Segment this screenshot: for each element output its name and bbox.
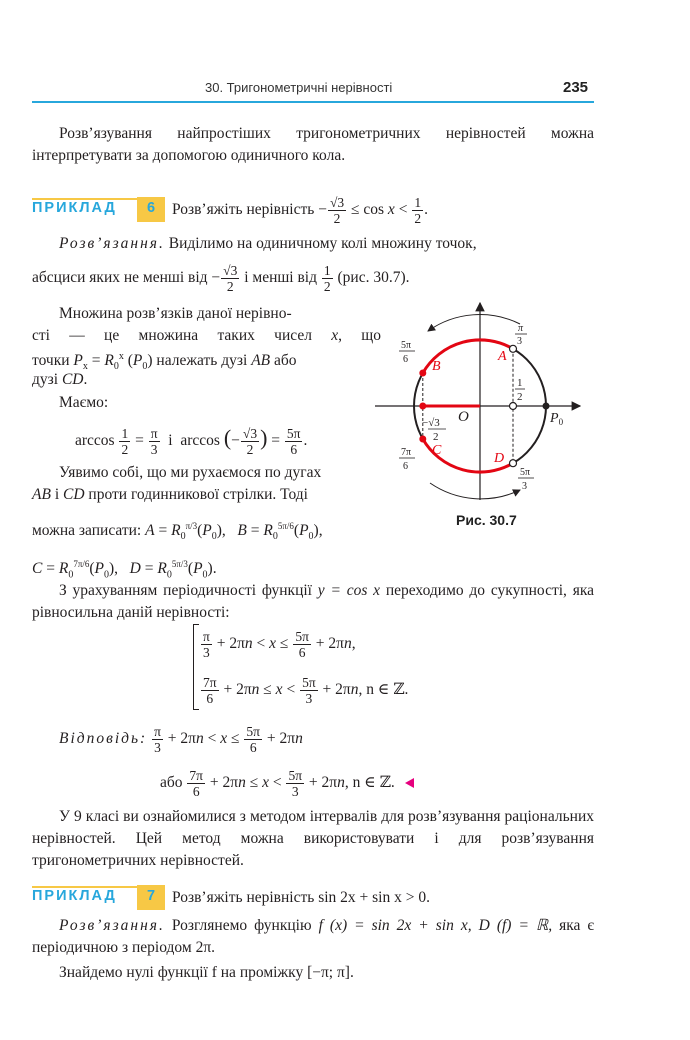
point-b [419,370,426,377]
header-rule [32,101,594,103]
para-2-line-3: можна записати: $A = R_0^{\pi/3}(P_0)$, $B = R_0^{5\pi/6}(P_0)$, [32,521,323,543]
running-header-title: 30. Тригонометричні нерівності [205,80,393,95]
intro-paragraph: Розв’язування найпростіших тригонометричних нерівностей можна інтерпретувати за допомогою одиничного кола. [32,125,594,164]
example-6-label: ПРИКЛАД [32,200,117,216]
label-pi-3-den: 3 [517,336,522,347]
label-c: C [432,443,442,458]
example-7-solution: Розв’язання. Розглянемо функцію f (x) = sin 2x + sin x, D (f) = ℝ, яка є періодичною з періодом 2π. [32,917,595,956]
solution-text-1: Виділимо на одиничному колі множину точок, [168,235,477,252]
label-o: O [458,409,469,425]
answer-line-1: Відповідь: $\frac{\pi}{3}$ + 2πn < x ≤ $\frac{5\pi}{6}$ + 2πn [59,723,303,755]
label-p0: $P_0$ [550,411,564,427]
solution-text-2a: абсциси яких не менші від [32,269,208,286]
system-bracket [193,624,199,710]
zeros-line: Знайдемо нулі функції f на проміжку [−π; π]. [59,964,354,981]
point-a [510,345,517,352]
direction-arrow-bottom [430,483,520,499]
para-1-line-1: Множина розв’язків даної нерівно- [59,305,292,322]
para-1-line-3: точки $P_x = R_0^x$ $(P_0)$ належать дузі AB або [32,351,297,373]
page-number: 235 [563,79,589,96]
para-1-line-2: сті — це множина таких чисел x, що [32,327,381,344]
figure-caption: Рис. 30.7 [456,512,517,528]
label-5pi-3-num: 5π [520,467,531,478]
solution-word: Розв’язання. [59,235,165,252]
end-of-solution-marker-icon [405,778,414,788]
label-neg-root3-num: −√3 [422,417,440,429]
system-line-1: $\frac{\pi}{3}$ + 2πn < x ≤ $\frac{5\pi}{6}$ + 2πn, [203,628,356,660]
point-neg-root3-2 [419,403,426,410]
label-pi-3-num: π [518,323,524,334]
label-half-num: 1 [517,377,523,389]
solution-line-2: абсциси яких не менші від − $\frac{√3}{2}$ і менші від $\frac{1}{2}$ (рис. 30.7). [32,262,410,294]
point-d [510,460,517,467]
system-line-2: $\frac{7\pi}{6}$ + 2πn ≤ x < $\frac{5\pi}{3}$ + 2πn, n ∈ ℤ. [203,674,409,706]
point-p0 [543,403,550,410]
label-b: B [432,359,441,374]
example-7-label: ПРИКЛАД [32,888,117,904]
arccos-values: arccos $\frac{1}{2}$ = $\frac{\pi}{3}$ і arccos (− $\frac{√3}{2}$ ) = $\frac{5\pi}{6}$ . [75,425,308,457]
answer-line-2: або $\frac{7\pi}{6}$ + 2πn ≤ x < $\frac{5\pi}{3}$ + 2πn, n ∈ ℤ. [160,763,414,803]
label-neg-root3-den: 2 [433,431,439,443]
example-6-inequality: − $\frac{√3}{2}$ ≤ cos x < $\frac{1}{2}$ . [318,194,428,226]
have-label: Маємо: [59,394,109,411]
label-5pi-3-den: 3 [522,481,527,492]
example-6-number: 6 [137,197,165,222]
solution-text-2c: (рис. 30.7). [337,269,410,286]
label-7pi-6-den: 6 [403,461,408,472]
para-2-line-1: Уявимо собі, що ми рухаємося по дугах [59,464,322,481]
point-c [419,436,426,443]
direction-arrow-top [428,315,520,331]
point-half [510,403,517,410]
label-5pi-6-num: 5π [401,340,412,351]
example-7-task: Розв’яжіть нерівність sin 2x + sin x > 0. [172,889,430,906]
intervals-paragraph: У 9 класі ви ознайомилися з методом інтервалів для розв’язування раціональних нерівностей. Цей метод можна використовувати і для розв’язування тригонометричних нерівностей. [32,808,594,869]
solution-line-1 [32,233,594,255]
label-d: D [494,451,505,466]
label-5pi-6-den: 6 [403,354,408,365]
example-6-task [172,190,428,230]
para-2-line-2: AB і CD проти годинникової стрілки. Тоді [32,486,308,503]
example-6-task-text: Розв’яжіть нерівність [172,201,315,218]
unit-circle-figure [370,300,585,505]
label-7pi-6-num: 7π [401,447,412,458]
label-a: A [498,349,507,364]
label-half-den: 2 [517,391,523,403]
solution-text-2b: і менші від [244,269,317,286]
para-1-line-4: дузі CD. [32,371,88,388]
para-3: З урахуванням періодичності функції y = cos x переходимо до сукупності, яка рівносильна даній нерівності: [32,582,594,621]
para-2-line-4: $C = R_0^{7\pi/6}(P_0)$, $D = R_0^{5\pi/3}(P_0)$. [32,559,217,581]
example-7-number: 7 [137,885,165,910]
